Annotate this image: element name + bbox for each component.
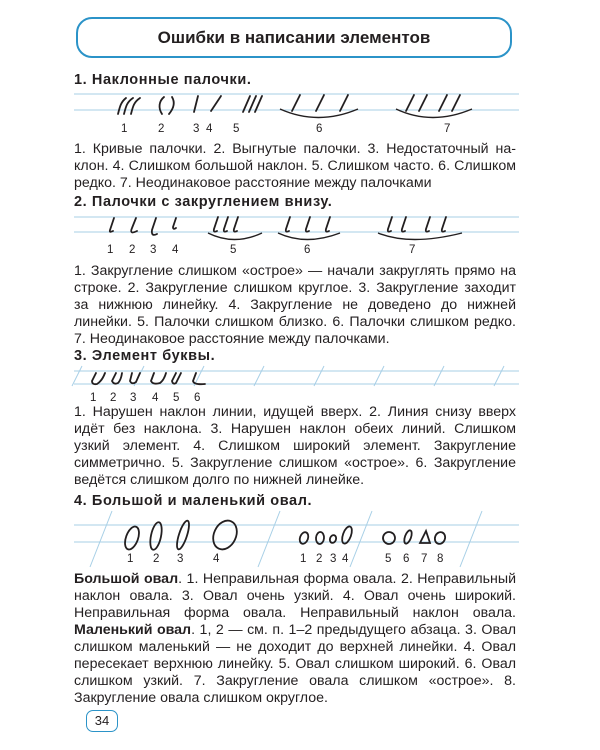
s4-big-label-4: 4 <box>213 553 220 565</box>
s1-label-3: 3 <box>193 123 200 135</box>
section-3-figure <box>74 364 519 404</box>
s2-label-5: 5 <box>230 244 237 256</box>
s1-label-6: 6 <box>316 123 323 135</box>
section-1-heading: 1. Наклонные палочки. <box>74 72 252 88</box>
section-1-text: 1. Кривые палочки. 2. Выгнутые палочки. 3. Недостаточный наклон. 4. Слишком большой наклон. 5. Слишком часто. 6. Слишком редко. 7. Неодинаковое расстояние между палочками <box>74 141 516 191</box>
s3-label-2: 2 <box>110 392 117 404</box>
section-2-figure <box>74 210 519 260</box>
s1-label-1: 1 <box>121 123 128 135</box>
small-oval-term: Маленький овал <box>74 622 192 638</box>
s3-label-6: 6 <box>194 392 201 404</box>
s4-small-label-6: 6 <box>403 553 410 565</box>
section-4-heading: 4. Большой и маленький овал. <box>74 493 313 509</box>
s2-label-7: 7 <box>409 244 416 256</box>
s4-big-label-3: 3 <box>177 553 184 565</box>
s2-label-1: 1 <box>107 244 114 256</box>
big-oval-text: . 1. Неправильная форма овала. 2. Неправильный наклон овала. 3. Овал очень узкий. 4. Овал очень широкий. Неправильная форма овала. Неправильный наклон овала. <box>74 571 517 621</box>
page-number: 34 <box>86 710 118 732</box>
section-2-text: 1. Закругление слишком «острое» — начали закруглять прямо на строке. 2. Закругление слишком круглое. 3. Закругление заходит за нижнюю линейку. 4. Закругление не доведено до нижней линейки. 5. Палочки слишком близко. 6. Палочки слишком редко. 7. Неодинаковое расстояние между палочками. <box>74 263 516 347</box>
big-oval-term: Большой овал <box>74 571 179 587</box>
s2-label-2: 2 <box>129 244 136 256</box>
s4-small-label-5: 5 <box>385 553 392 565</box>
section-4-figure <box>74 509 519 571</box>
s1-label-4: 4 <box>206 123 213 135</box>
s3-label-3: 3 <box>130 392 137 404</box>
s4-small-label-7: 7 <box>421 553 428 565</box>
s4-big-label-2: 2 <box>153 553 160 565</box>
s2-label-6: 6 <box>304 244 311 256</box>
s3-label-4: 4 <box>152 392 159 404</box>
s4-big-label-1: 1 <box>127 553 134 565</box>
s3-label-1: 1 <box>90 392 97 404</box>
s4-small-label-4: 4 <box>342 553 349 565</box>
s4-small-label-8: 8 <box>437 553 444 565</box>
s2-label-3: 3 <box>150 244 157 256</box>
s1-label-5: 5 <box>233 123 240 135</box>
s4-small-label-1: 1 <box>300 553 307 565</box>
s2-label-4: 4 <box>172 244 179 256</box>
page-title: Ошибки в написании элементов <box>76 17 512 58</box>
section-3-heading: 3. Элемент буквы. <box>74 348 216 364</box>
s1-label-7: 7 <box>444 123 451 135</box>
s3-label-5: 5 <box>173 392 180 404</box>
s4-small-label-2: 2 <box>316 553 323 565</box>
section-4-text <box>74 571 516 707</box>
s4-small-label-3: 3 <box>330 553 337 565</box>
small-oval-text: . 1, 2 — см. п. 1–2 предыдущего абзаца. 3. Овал слишком маленький — не доходит до верхней линейки. 4. Овал пересекает верхнюю линейку. 5. Овал слишком широкий. 6. Овал слишком узкий. 7. Закругление овала слишком «острое». 8. Закругление овала слишком округлое. <box>74 622 516 706</box>
section-1-figure <box>74 88 519 138</box>
section-2-heading: 2. Палочки с закруглением внизу. <box>74 194 333 210</box>
section-3-text: 1. Нарушен наклон линии, идущей вверх. 2. Линия снизу вверх идёт без наклона. 3. Нарушен наклон обеих линий. Слишком узкий элемент. 4. Слишком широкий элемент. Закругление симметрично. 5. Закругление слишком «острое». 6. Закругление ведётся слишком долго по нижней линейке. <box>74 404 516 488</box>
s1-label-2: 2 <box>158 123 165 135</box>
